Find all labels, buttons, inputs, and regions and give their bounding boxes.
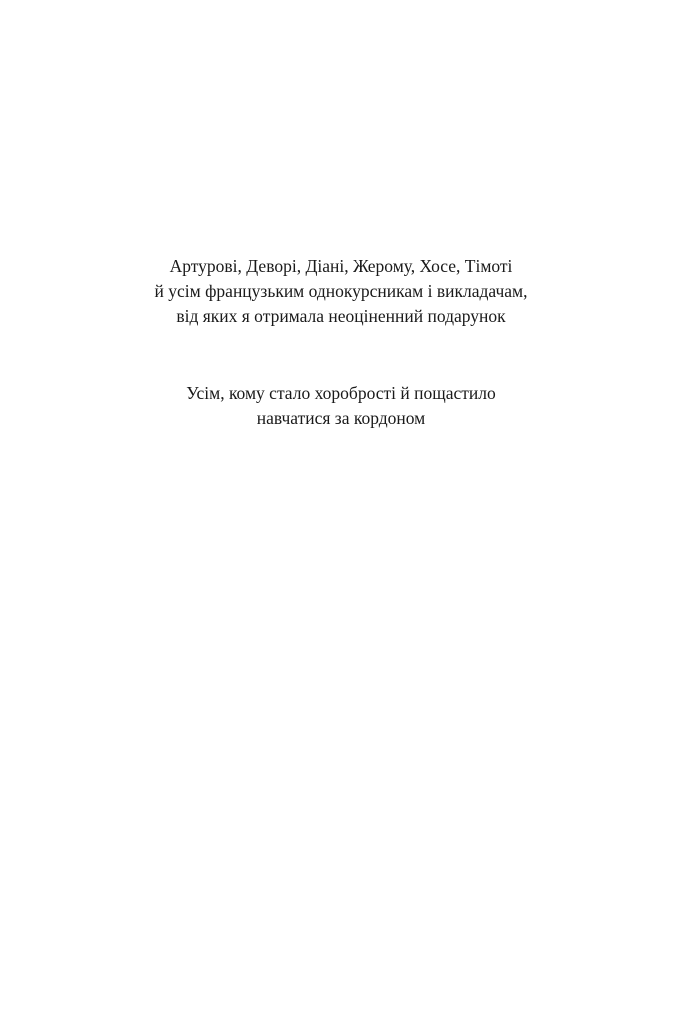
dedication-line: навчатися за кордоном xyxy=(256,408,426,428)
dedication-line: Артурові, Деворі, Діані, Жерому, Хосе, Тімоті xyxy=(169,256,513,276)
dedication-line: й усім французьким однокурсникам і викладачам, xyxy=(154,281,528,301)
dedication-line: Усім, кому стало хоробрості й пощастило xyxy=(186,383,496,403)
dedication-block-2 xyxy=(0,381,682,431)
dedication-block-1 xyxy=(0,254,682,329)
dedication-line: від яких я отримала неоціненний подарунок xyxy=(176,306,506,326)
